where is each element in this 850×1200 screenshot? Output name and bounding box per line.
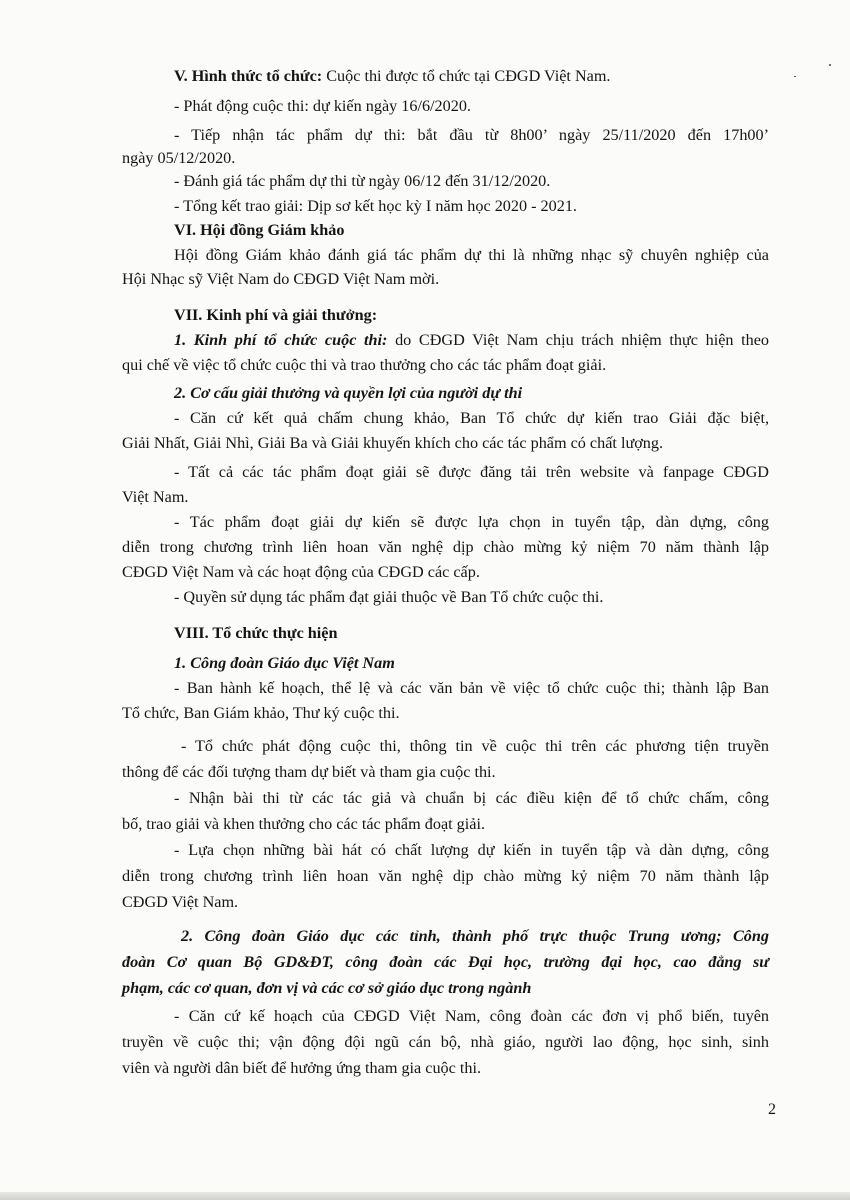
section-viii-heading: VIII. Tổ chức thực hiện (174, 624, 338, 642)
section-vi-heading: VI. Hội đồng Giám khảo (174, 221, 345, 239)
text-line: thông để các đối tượng tham dự biết và tham gia cuộc thi. (122, 763, 496, 781)
text-line: qui chế về việc tổ chức cuộc thi và trao thưởng cho các tác phẩm đoạt giải. (122, 356, 607, 374)
text-line: Hội Nhạc sỹ Việt Nam do CĐGD Việt Nam mời. (122, 270, 440, 288)
subsection-heading: phạm, các cơ quan, đơn vị và các cơ sở giáo dục trong ngành (122, 979, 532, 997)
text-line: - Nhận bài thi từ các tác giả và chuẩn bị các điều kiện để tổ chức chấm, công (174, 789, 769, 807)
text-line: - Tổ chức phát động cuộc thi, thông tin về cuộc thi trên các phương tiện truyền (181, 737, 769, 755)
text-line: - Tổng kết trao giải: Dịp sơ kết học kỳ I năm học 2020 - 2021. (174, 197, 577, 215)
text-line: - Quyền sử dụng tác phẩm đạt giải thuộc về Ban Tổ chức cuộc thi. (174, 588, 604, 606)
text-line: - Tác phẩm đoạt giải dự kiến sẽ được lựa chọn in tuyển tập, dàn dựng, công (174, 513, 769, 531)
text-line: Hội đồng Giám khảo đánh giá tác phẩm dự thi là những nhạc sỹ chuyên nghiệp của (174, 246, 769, 264)
text-line: truyền về cuộc thi; vận động đội ngũ cán bộ, nhà giáo, người lao động, học sinh, sinh (122, 1033, 769, 1051)
text-line: diễn trong chương trình liên hoan văn nghệ dịp chào mừng kỷ niệm 70 năm thành lập (122, 538, 769, 556)
subsection-heading: đoàn Cơ quan Bộ GD&ĐT, công đoàn các Đại học, trường đại học, cao đẳng sư (122, 953, 769, 971)
text-line: - Tiếp nhận tác phẩm dự thi: bắt đầu từ 8h00’ ngày 25/11/2020 đến 17h00’ (174, 126, 769, 144)
scan-speck (829, 64, 831, 66)
subsection-heading: 1. Công đoàn Giáo dục Việt Nam (174, 654, 395, 672)
text-line: bố, trao giải và khen thưởng cho các tác phẩm đoạt giải. (122, 815, 485, 833)
text-line: 1. Kinh phí tổ chức cuộc thi: do CĐGD Việt Nam chịu trách nhiệm thực hiện theo (174, 331, 769, 349)
text-line: viên và người dân biết để hưởng ứng tham gia cuộc thi. (122, 1059, 482, 1077)
text-line: - Tất cả các tác phẩm đoạt giải sẽ được đăng tải trên website và fanpage CĐGD (174, 463, 769, 481)
text-line: - Phát động cuộc thi: dự kiến ngày 16/6/2020. (174, 97, 471, 115)
text-line: - Căn cứ kế hoạch của CĐGD Việt Nam, công đoàn các đơn vị phổ biến, tuyên (174, 1007, 769, 1025)
scan-speck (794, 76, 796, 77)
text-line: CĐGD Việt Nam. (122, 893, 239, 911)
page-number: 2 (768, 1101, 776, 1118)
text-line: - Ban hành kế hoạch, thể lệ và các văn bản về việc tổ chức cuộc thi; thành lập Ban (174, 679, 769, 697)
text-line: Giải Nhất, Giải Nhì, Giải Ba và Giải khuyến khích cho các tác phẩm có chất lượng. (122, 434, 664, 452)
text-line: CĐGD Việt Nam và các hoạt động của CĐGD các cấp. (122, 563, 480, 581)
text-line: diễn trong chương trình liên hoan văn nghệ dịp chào mừng kỷ niệm 70 năm thành lập (122, 867, 769, 885)
subsection-heading: 2. Cơ cấu giải thưởng và quyền lợi của người dự thi (174, 384, 523, 402)
text-line: Tổ chức, Ban Giám khảo, Thư ký cuộc thi. (122, 704, 400, 722)
scan-bottom-edge (0, 1192, 850, 1200)
subsection-heading: 2. Công đoàn Giáo dục các tỉnh, thành phố trực thuộc Trung ương; Công (181, 927, 769, 945)
section-vii-heading: VII. Kinh phí và giải thưởng: (174, 306, 378, 324)
text-line: - Đánh giá tác phẩm dự thi từ ngày 06/12 đến 31/12/2020. (174, 172, 551, 190)
text-line: Việt Nam. (122, 488, 189, 506)
section-v-heading: V. Hình thức tổ chức: Cuộc thi được tổ chức tại CĐGD Việt Nam. (174, 67, 611, 85)
text-line: ngày 05/12/2020. (122, 149, 236, 167)
text-line: - Lựa chọn những bài hát có chất lượng dự kiến in tuyển tập và dàn dựng, công (174, 841, 769, 859)
text-line: - Căn cứ kết quả chấm chung khảo, Ban Tổ chức dự kiến trao Giải đặc biệt, (174, 409, 769, 427)
